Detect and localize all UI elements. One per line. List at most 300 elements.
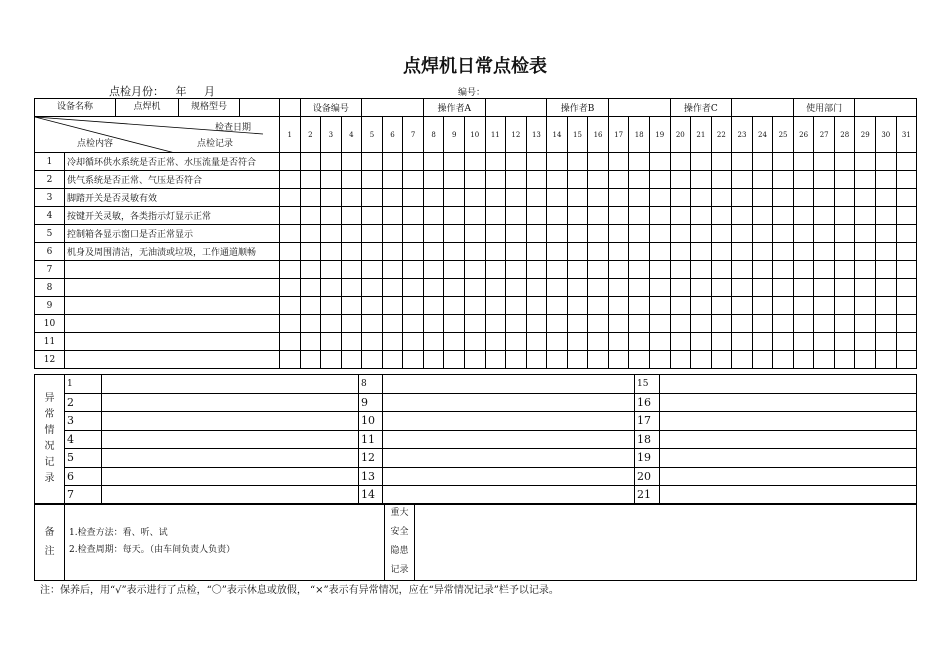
check-cell[interactable] (567, 207, 588, 225)
check-cell[interactable] (423, 153, 444, 171)
check-cell[interactable] (362, 243, 383, 261)
check-cell[interactable] (280, 207, 301, 225)
check-cell[interactable] (773, 243, 794, 261)
check-cell[interactable] (711, 153, 732, 171)
check-cell[interactable] (341, 171, 362, 189)
check-cell[interactable] (300, 153, 321, 171)
check-cell[interactable] (876, 171, 897, 189)
check-cell[interactable] (773, 351, 794, 369)
operator-a-value[interactable] (485, 99, 547, 117)
abnormal-field[interactable] (102, 486, 359, 505)
abnormal-field[interactable] (102, 393, 359, 412)
check-cell[interactable] (752, 189, 773, 207)
check-cell[interactable] (670, 225, 691, 243)
check-cell[interactable] (526, 243, 547, 261)
check-cell[interactable] (752, 333, 773, 351)
check-cell[interactable] (567, 351, 588, 369)
check-cell[interactable] (506, 243, 527, 261)
check-cell[interactable] (300, 315, 321, 333)
check-cell[interactable] (547, 171, 568, 189)
device-no-value[interactable] (362, 99, 424, 117)
check-cell[interactable] (300, 333, 321, 351)
check-cell[interactable] (280, 153, 301, 171)
check-cell[interactable] (691, 333, 712, 351)
abnormal-field[interactable] (383, 393, 635, 412)
check-cell[interactable] (608, 351, 629, 369)
abnormal-field[interactable] (660, 449, 917, 468)
check-cell[interactable] (506, 153, 527, 171)
check-cell[interactable] (834, 243, 855, 261)
check-cell[interactable] (793, 243, 814, 261)
check-cell[interactable] (649, 189, 670, 207)
check-cell[interactable] (403, 333, 424, 351)
check-cell[interactable] (444, 297, 465, 315)
check-cell[interactable] (280, 171, 301, 189)
check-cell[interactable] (814, 153, 835, 171)
check-cell[interactable] (588, 297, 609, 315)
check-cell[interactable] (403, 315, 424, 333)
check-cell[interactable] (423, 351, 444, 369)
check-cell[interactable] (403, 261, 424, 279)
check-cell[interactable] (547, 225, 568, 243)
check-cell[interactable] (711, 189, 732, 207)
check-cell[interactable] (280, 315, 301, 333)
check-cell[interactable] (876, 261, 897, 279)
check-cell[interactable] (526, 171, 547, 189)
check-cell[interactable] (588, 189, 609, 207)
check-cell[interactable] (382, 189, 403, 207)
check-cell[interactable] (403, 189, 424, 207)
check-cell[interactable] (649, 279, 670, 297)
check-cell[interactable] (526, 225, 547, 243)
check-cell[interactable] (896, 243, 917, 261)
check-cell[interactable] (588, 333, 609, 351)
check-cell[interactable] (485, 171, 506, 189)
check-cell[interactable] (506, 171, 527, 189)
check-cell[interactable] (814, 279, 835, 297)
check-cell[interactable] (588, 207, 609, 225)
check-cell[interactable] (506, 225, 527, 243)
check-cell[interactable] (629, 315, 650, 333)
check-cell[interactable] (588, 279, 609, 297)
check-cell[interactable] (649, 171, 670, 189)
check-cell[interactable] (834, 153, 855, 171)
check-cell[interactable] (362, 315, 383, 333)
check-cell[interactable] (444, 279, 465, 297)
check-cell[interactable] (485, 243, 506, 261)
check-cell[interactable] (608, 279, 629, 297)
check-cell[interactable] (280, 297, 301, 315)
check-cell[interactable] (300, 243, 321, 261)
check-cell[interactable] (403, 243, 424, 261)
abnormal-field[interactable] (660, 430, 917, 449)
check-cell[interactable] (649, 207, 670, 225)
check-cell[interactable] (670, 315, 691, 333)
check-cell[interactable] (321, 315, 342, 333)
check-cell[interactable] (321, 171, 342, 189)
check-cell[interactable] (526, 333, 547, 351)
check-cell[interactable] (341, 243, 362, 261)
check-cell[interactable] (321, 225, 342, 243)
check-cell[interactable] (506, 333, 527, 351)
check-cell[interactable] (814, 171, 835, 189)
check-cell[interactable] (403, 279, 424, 297)
check-cell[interactable] (382, 243, 403, 261)
check-cell[interactable] (588, 243, 609, 261)
check-cell[interactable] (855, 189, 876, 207)
check-cell[interactable] (321, 153, 342, 171)
check-cell[interactable] (691, 279, 712, 297)
check-cell[interactable] (691, 189, 712, 207)
check-cell[interactable] (567, 171, 588, 189)
check-cell[interactable] (896, 171, 917, 189)
check-cell[interactable] (691, 153, 712, 171)
check-cell[interactable] (464, 315, 485, 333)
check-cell[interactable] (855, 279, 876, 297)
check-cell[interactable] (711, 261, 732, 279)
check-cell[interactable] (300, 189, 321, 207)
check-cell[interactable] (280, 279, 301, 297)
check-cell[interactable] (629, 171, 650, 189)
check-cell[interactable] (649, 225, 670, 243)
check-cell[interactable] (300, 351, 321, 369)
check-cell[interactable] (485, 261, 506, 279)
check-cell[interactable] (834, 333, 855, 351)
check-cell[interactable] (834, 171, 855, 189)
abnormal-field[interactable] (383, 412, 635, 431)
check-cell[interactable] (423, 297, 444, 315)
check-cell[interactable] (732, 225, 753, 243)
check-cell[interactable] (362, 333, 383, 351)
check-cell[interactable] (649, 243, 670, 261)
check-cell[interactable] (732, 333, 753, 351)
check-cell[interactable] (362, 189, 383, 207)
check-cell[interactable] (341, 315, 362, 333)
check-cell[interactable] (793, 297, 814, 315)
check-cell[interactable] (526, 261, 547, 279)
check-cell[interactable] (896, 279, 917, 297)
check-cell[interactable] (773, 333, 794, 351)
check-cell[interactable] (423, 315, 444, 333)
check-cell[interactable] (876, 207, 897, 225)
model-value-ext[interactable] (280, 99, 301, 117)
check-cell[interactable] (896, 351, 917, 369)
check-cell[interactable] (855, 351, 876, 369)
check-cell[interactable] (526, 189, 547, 207)
check-cell[interactable] (670, 171, 691, 189)
check-cell[interactable] (485, 189, 506, 207)
check-cell[interactable] (341, 333, 362, 351)
operator-c-value[interactable] (732, 99, 794, 117)
check-cell[interactable] (382, 333, 403, 351)
check-cell[interactable] (341, 279, 362, 297)
check-cell[interactable] (814, 261, 835, 279)
check-cell[interactable] (341, 261, 362, 279)
check-cell[interactable] (588, 171, 609, 189)
check-cell[interactable] (876, 315, 897, 333)
check-cell[interactable] (732, 351, 753, 369)
check-cell[interactable] (280, 261, 301, 279)
check-cell[interactable] (793, 189, 814, 207)
check-cell[interactable] (814, 189, 835, 207)
check-cell[interactable] (588, 261, 609, 279)
check-cell[interactable] (752, 171, 773, 189)
check-cell[interactable] (464, 279, 485, 297)
check-cell[interactable] (403, 225, 424, 243)
check-cell[interactable] (362, 279, 383, 297)
check-cell[interactable] (506, 315, 527, 333)
check-cell[interactable] (691, 315, 712, 333)
check-cell[interactable] (896, 297, 917, 315)
check-cell[interactable] (670, 297, 691, 315)
check-cell[interactable] (691, 171, 712, 189)
check-cell[interactable] (855, 171, 876, 189)
check-cell[interactable] (691, 243, 712, 261)
check-cell[interactable] (464, 225, 485, 243)
check-cell[interactable] (691, 225, 712, 243)
check-cell[interactable] (464, 333, 485, 351)
check-cell[interactable] (814, 243, 835, 261)
check-cell[interactable] (300, 171, 321, 189)
check-cell[interactable] (814, 351, 835, 369)
check-cell[interactable] (382, 261, 403, 279)
check-cell[interactable] (485, 225, 506, 243)
check-cell[interactable] (752, 315, 773, 333)
check-cell[interactable] (896, 189, 917, 207)
check-cell[interactable] (506, 261, 527, 279)
abnormal-field[interactable] (102, 375, 359, 394)
check-cell[interactable] (382, 315, 403, 333)
check-cell[interactable] (670, 243, 691, 261)
check-cell[interactable] (485, 207, 506, 225)
check-cell[interactable] (629, 189, 650, 207)
check-cell[interactable] (834, 261, 855, 279)
check-cell[interactable] (896, 261, 917, 279)
check-cell[interactable] (341, 297, 362, 315)
check-cell[interactable] (773, 225, 794, 243)
check-cell[interactable] (691, 207, 712, 225)
check-cell[interactable] (280, 333, 301, 351)
check-cell[interactable] (362, 171, 383, 189)
abnormal-field[interactable] (102, 430, 359, 449)
check-cell[interactable] (711, 351, 732, 369)
check-cell[interactable] (464, 297, 485, 315)
check-cell[interactable] (814, 225, 835, 243)
abnormal-field[interactable] (660, 393, 917, 412)
check-cell[interactable] (752, 351, 773, 369)
check-cell[interactable] (711, 171, 732, 189)
check-cell[interactable] (444, 261, 465, 279)
check-cell[interactable] (711, 243, 732, 261)
check-cell[interactable] (752, 279, 773, 297)
check-cell[interactable] (444, 153, 465, 171)
check-cell[interactable] (321, 333, 342, 351)
check-cell[interactable] (547, 279, 568, 297)
check-cell[interactable] (547, 189, 568, 207)
check-cell[interactable] (362, 207, 383, 225)
check-cell[interactable] (382, 351, 403, 369)
check-cell[interactable] (588, 225, 609, 243)
check-cell[interactable] (382, 279, 403, 297)
check-cell[interactable] (444, 351, 465, 369)
check-cell[interactable] (506, 207, 527, 225)
check-cell[interactable] (588, 153, 609, 171)
check-cell[interactable] (403, 153, 424, 171)
check-cell[interactable] (547, 333, 568, 351)
check-cell[interactable] (773, 297, 794, 315)
check-cell[interactable] (485, 351, 506, 369)
check-cell[interactable] (793, 225, 814, 243)
check-cell[interactable] (382, 153, 403, 171)
check-cell[interactable] (300, 225, 321, 243)
hazard-record-field[interactable] (415, 504, 917, 581)
check-cell[interactable] (608, 333, 629, 351)
abnormal-field[interactable] (383, 449, 635, 468)
check-cell[interactable] (834, 207, 855, 225)
check-cell[interactable] (403, 297, 424, 315)
check-cell[interactable] (876, 279, 897, 297)
check-cell[interactable] (711, 333, 732, 351)
abnormal-field[interactable] (660, 467, 917, 486)
check-cell[interactable] (732, 153, 753, 171)
check-cell[interactable] (732, 171, 753, 189)
check-cell[interactable] (814, 333, 835, 351)
check-cell[interactable] (670, 279, 691, 297)
check-cell[interactable] (814, 207, 835, 225)
check-cell[interactable] (444, 315, 465, 333)
check-cell[interactable] (464, 261, 485, 279)
check-cell[interactable] (403, 351, 424, 369)
check-cell[interactable] (834, 297, 855, 315)
check-cell[interactable] (752, 225, 773, 243)
check-cell[interactable] (300, 297, 321, 315)
check-cell[interactable] (444, 189, 465, 207)
check-cell[interactable] (341, 207, 362, 225)
check-cell[interactable] (423, 279, 444, 297)
check-cell[interactable] (526, 297, 547, 315)
check-cell[interactable] (793, 279, 814, 297)
check-cell[interactable] (526, 315, 547, 333)
check-cell[interactable] (896, 333, 917, 351)
check-cell[interactable] (423, 243, 444, 261)
check-cell[interactable] (793, 315, 814, 333)
check-cell[interactable] (752, 207, 773, 225)
check-cell[interactable] (300, 207, 321, 225)
check-cell[interactable] (547, 315, 568, 333)
check-cell[interactable] (876, 225, 897, 243)
check-cell[interactable] (608, 297, 629, 315)
check-cell[interactable] (773, 315, 794, 333)
check-cell[interactable] (588, 351, 609, 369)
check-cell[interactable] (649, 261, 670, 279)
check-cell[interactable] (362, 153, 383, 171)
check-cell[interactable] (444, 171, 465, 189)
check-cell[interactable] (896, 153, 917, 171)
check-cell[interactable] (547, 297, 568, 315)
check-cell[interactable] (382, 225, 403, 243)
check-cell[interactable] (464, 153, 485, 171)
check-cell[interactable] (670, 189, 691, 207)
check-cell[interactable] (732, 243, 753, 261)
check-cell[interactable] (629, 243, 650, 261)
check-cell[interactable] (280, 225, 301, 243)
check-cell[interactable] (464, 351, 485, 369)
check-cell[interactable] (732, 279, 753, 297)
check-cell[interactable] (855, 153, 876, 171)
check-cell[interactable] (608, 189, 629, 207)
check-cell[interactable] (608, 315, 629, 333)
check-cell[interactable] (423, 207, 444, 225)
check-cell[interactable] (793, 207, 814, 225)
check-cell[interactable] (752, 243, 773, 261)
check-cell[interactable] (814, 315, 835, 333)
check-cell[interactable] (444, 225, 465, 243)
check-cell[interactable] (691, 297, 712, 315)
check-cell[interactable] (876, 351, 897, 369)
check-cell[interactable] (896, 225, 917, 243)
check-cell[interactable] (691, 351, 712, 369)
check-cell[interactable] (547, 351, 568, 369)
check-cell[interactable] (608, 243, 629, 261)
check-cell[interactable] (670, 153, 691, 171)
abnormal-field[interactable] (383, 486, 635, 505)
check-cell[interactable] (485, 279, 506, 297)
check-cell[interactable] (855, 225, 876, 243)
check-cell[interactable] (526, 153, 547, 171)
check-cell[interactable] (732, 297, 753, 315)
check-cell[interactable] (793, 261, 814, 279)
check-cell[interactable] (362, 351, 383, 369)
check-cell[interactable] (608, 207, 629, 225)
check-cell[interactable] (341, 351, 362, 369)
abnormal-field[interactable] (383, 467, 635, 486)
abnormal-field[interactable] (383, 430, 635, 449)
check-cell[interactable] (321, 297, 342, 315)
check-cell[interactable] (567, 225, 588, 243)
check-cell[interactable] (567, 333, 588, 351)
check-cell[interactable] (629, 333, 650, 351)
check-cell[interactable] (876, 333, 897, 351)
check-cell[interactable] (752, 297, 773, 315)
check-cell[interactable] (793, 351, 814, 369)
check-cell[interactable] (773, 261, 794, 279)
check-cell[interactable] (711, 297, 732, 315)
check-cell[interactable] (341, 189, 362, 207)
check-cell[interactable] (649, 351, 670, 369)
check-cell[interactable] (793, 153, 814, 171)
check-cell[interactable] (691, 261, 712, 279)
check-cell[interactable] (444, 207, 465, 225)
check-cell[interactable] (321, 351, 342, 369)
check-cell[interactable] (834, 315, 855, 333)
check-cell[interactable] (321, 189, 342, 207)
abnormal-field[interactable] (660, 375, 917, 394)
check-cell[interactable] (526, 351, 547, 369)
check-cell[interactable] (855, 261, 876, 279)
check-cell[interactable] (362, 261, 383, 279)
check-cell[interactable] (485, 315, 506, 333)
check-cell[interactable] (567, 243, 588, 261)
check-cell[interactable] (670, 207, 691, 225)
check-cell[interactable] (423, 333, 444, 351)
operator-b-value[interactable] (608, 99, 670, 117)
check-cell[interactable] (649, 315, 670, 333)
check-cell[interactable] (464, 243, 485, 261)
check-cell[interactable] (670, 261, 691, 279)
check-cell[interactable] (280, 189, 301, 207)
check-cell[interactable] (300, 279, 321, 297)
check-cell[interactable] (752, 153, 773, 171)
